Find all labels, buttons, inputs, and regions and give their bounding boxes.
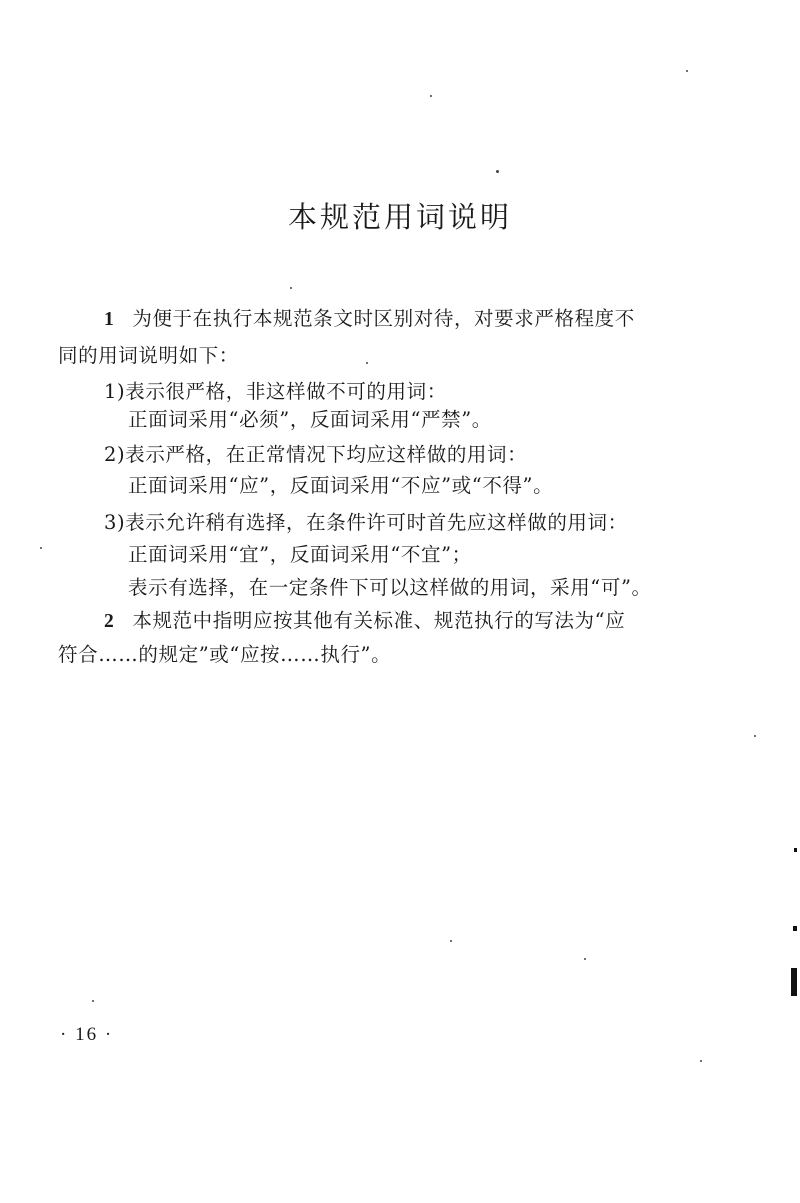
clause-1-text-1: 为便于在执行本规范条文时区别对待，对要求严格程度不 xyxy=(132,307,635,330)
scan-speck xyxy=(40,547,42,549)
scan-edge-mark xyxy=(794,848,797,852)
clause-1-number: 1 xyxy=(104,309,115,330)
scan-speck xyxy=(700,1060,702,1062)
page-title: 本规范用词说明 xyxy=(287,200,512,234)
subclause-3-extra: 表示有选择，在一定条件下可以这样做的用词，采用“可”。 xyxy=(128,576,652,599)
scan-speck xyxy=(290,287,292,289)
scan-speck xyxy=(584,958,586,960)
subclause-1-detail: 正面词采用“必须”，反面词采用“严禁”。 xyxy=(128,408,492,431)
subclause-2-heading: 2)表示严格，在正常情况下均应这样做的用词： xyxy=(104,443,528,466)
subclause-1-heading: 1)表示很严格，非这样做不可的用词： xyxy=(104,380,447,403)
scan-speck xyxy=(754,735,756,737)
scan-speck xyxy=(450,940,452,942)
clause-1-line-2: 同的用词说明如下： xyxy=(58,344,239,367)
subclause-2-detail: 正面词采用“应”，反面词采用“不应”或“不得”。 xyxy=(128,474,554,497)
scan-speck xyxy=(92,1000,94,1002)
clause-2-line-2: 符合……的规定”或“应按……执行”。 xyxy=(58,643,392,666)
subclause-3-heading: 3)表示允许稍有选择，在条件许可时首先应这样做的用词： xyxy=(104,511,628,534)
scan-edge-mark xyxy=(791,968,797,996)
page-number: · 16 · xyxy=(60,1024,114,1045)
scan-speck xyxy=(496,170,499,173)
clause-1-line-1 xyxy=(104,303,635,331)
scan-edge-mark xyxy=(793,926,797,931)
scan-speck xyxy=(430,95,432,97)
clause-2-text-1: 本规范中指明应按其他有关标准、规范执行的写法为“应 xyxy=(132,609,626,632)
scan-speck xyxy=(366,362,368,364)
clause-2-line-1 xyxy=(104,605,625,633)
scan-speck xyxy=(686,70,688,72)
subclause-3-detail: 正面词采用“宜”，反面词采用“不宜”； xyxy=(128,543,472,566)
clause-2-number: 2 xyxy=(104,611,115,632)
